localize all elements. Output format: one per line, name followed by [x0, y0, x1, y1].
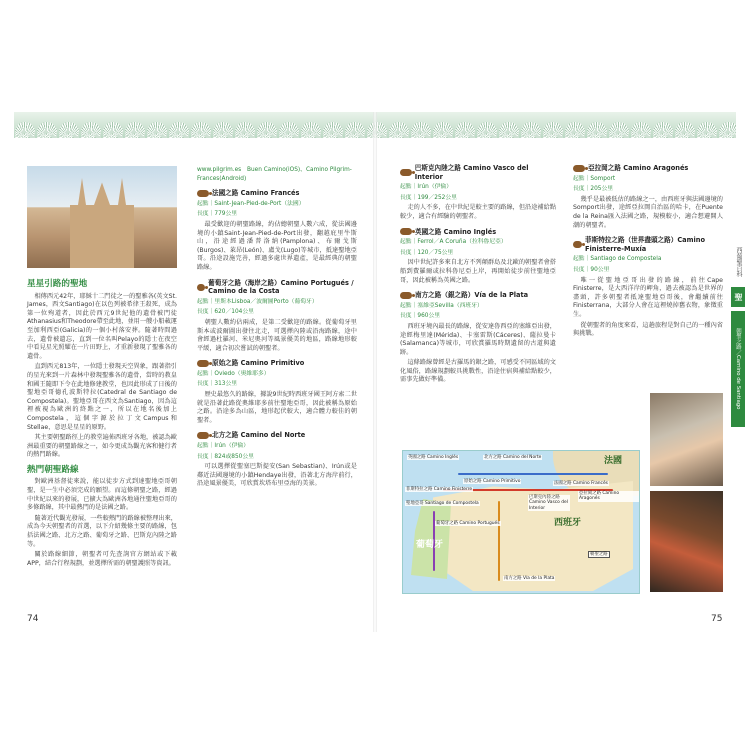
route-start: 起點｜Irún（伊倫）: [197, 443, 250, 450]
route-start: 起點｜Ferrol／A Coruña（拉科魯尼亞）: [400, 239, 507, 246]
route-start: 起點｜Saint-Jean-Pied-de-Port（法國）: [197, 200, 305, 207]
route-primitive: [197, 359, 357, 425]
route-title: 北方之路 Camino del Norte: [212, 431, 306, 440]
paragraph: 幾乎是最被低估的路線之一，由西班牙與法國邊境的Somport出發，途經亞拉岡自治區的哈卡，在Puente de la Reina匯入法國之路，規模較小，適合想避開人潮的朝聖者。: [573, 195, 723, 229]
paragraph: 關於路線細節，朝聖者可先查詢官方網站或下載APP，結合行程規劃，並選擇所需的朝聖護照等資訊。: [27, 551, 177, 567]
footprint-icon: [573, 241, 582, 248]
footprint-icon: [197, 360, 209, 367]
footprint-icon: [400, 228, 412, 235]
scallop-shell-icon: [278, 112, 300, 138]
footprint-icon: [197, 190, 209, 197]
scallop-shell-icon: [608, 112, 630, 138]
scallop-shell-icon: [432, 112, 454, 138]
scallop-shell-icon: [564, 112, 586, 138]
map-label: 英國之路 Camino Inglés: [408, 455, 459, 460]
paragraph: 因中世紀許多來自北方不列顛群島及北歐的朝聖者會搭船到費羅爾或拉科魯尼亞上岸，再開始徒步前往聖地亞哥，因此被稱為英國之路。: [400, 259, 556, 284]
route-length: 長度｜960公里: [400, 313, 441, 320]
paragraph: 從朝聖者的角度來看，這趟旅程是對自己的一種內省與挑戰。: [573, 321, 723, 338]
section-title-holy-land: 星星引路的聖地: [27, 279, 88, 289]
scallop-shell-icon: [256, 112, 278, 138]
paragraph: 隨著近代觀光發展，一些較熱門的路線被整理出來，成為今天朝聖者的首選，以下介紹幾條主要的路線，包括法國之路、北方之路、葡萄牙之路、巴斯克內陸之路等。: [27, 514, 177, 548]
route-english: [400, 228, 556, 286]
footprint-icon: [197, 284, 205, 291]
map-label: 北方之路 Camino del Norte: [484, 455, 542, 460]
scallop-shell-icon: [14, 112, 36, 138]
map-label-france: 法國: [604, 456, 623, 466]
section-title-routes: 熱門朝聖路線: [27, 464, 79, 475]
paragraph: 可以選擇從聖塞巴斯提安(San Sebastian)、Irún或是鄰近法國邊境的小鎮Hendaye出發，沿著北方海岸前行，沿途風景優美，可欣賞坎塔布里亞海的美景。: [197, 463, 357, 488]
paragraph: 相傳西元42年，耶穌十二門徒之一的聖雅各(英文St. James，西文Santiago)在以色列被希律王殺死，成為第一位殉道者，因此於西元9世紀他的遺骨被門徒Athanasius和Theodore帶至此地，並用一艘小船載運至加利西亞(Galicia)的一個小村落安葬。隨著時間過去，遺骨被遺忘，直到一位名叫Pelayo的隱士在夜空中看見星光照耀在一片田野上，才重新發現了聖雅各的遺骨。: [27, 292, 177, 360]
scallop-shell-icon: [124, 112, 146, 138]
scallop-shell-icon: [58, 112, 80, 138]
route-finisterre: [573, 236, 723, 339]
scallop-shell-icon: [674, 112, 696, 138]
route-title: 巴斯克內陸之路 Camino Vasco del Interior: [414, 164, 529, 181]
route-north: [197, 431, 357, 489]
scallop-shell-icon: [212, 112, 234, 138]
map-label: 聖地亞哥 Santiago de Compostela: [406, 501, 479, 506]
route-length: 長度｜205公里: [573, 186, 614, 193]
paragraph: 其主要朝聖路徑上的教堂遍佈西班牙各地，被認為歐洲最重要的朝聖路線之一，如今更成為觀光客和健行者的熱門路線。: [27, 434, 177, 459]
route-line-silver: [498, 501, 500, 581]
scallop-shell-icon: [190, 112, 212, 138]
map-label: 南方之路 Vía de la Plata: [504, 576, 555, 581]
column-3: [400, 158, 556, 387]
route-length: 長度｜779公里: [197, 211, 238, 218]
paragraph: 唯一從聖地亞哥出發的路線，前往Cape Finisterre，是大西洋岸的岬角，過去被認為是世界的盡頭，許多朝聖者抵達聖地亞哥後，會繼續前往Finisterrana，大部分人會在這裡燒掉舊衣物，象徵重生。: [573, 276, 723, 318]
footprint-icon: [573, 165, 585, 172]
route-silver: [400, 291, 556, 385]
paragraph: 最受歡迎的朝聖路線，約佔總朝聖人數六成，從法國邊境的小鎮Saint-Jean-Pied-de-Port出發，翻越庇里牛斯山，沿途經過潘普洛納(Pamplona)、布爾戈斯(Burgos)、萊昂(León)、盧戈(Lugo)等城市，抵達聖地亞哥。沿途設施完善，經過多處世界遺產，是最經典的朝聖路線。: [197, 220, 357, 271]
scallop-shell-icon: [322, 112, 344, 138]
map-label: 亞拉岡之路 Camino Aragonés: [578, 491, 639, 502]
side-tab-book: 西葡聖百科: [731, 241, 745, 283]
side-tab-section: 朝聖之路／Camino de Santiago: [731, 311, 745, 427]
route-start: 起點｜Oviedo（奧維耶多）: [197, 370, 270, 377]
paragraph: 歷史最悠久的路線，據說9世紀時西班牙國王阿方索二世就是沿著此路從奧維耶多前往聖地亞哥，因此被稱為原始之路。沿途多為山區，地形起伏較大，適合體力較佳的朝聖者。: [197, 391, 357, 424]
route-start: 起點｜Somport: [573, 175, 616, 182]
route-length: 長度｜824或850公里: [197, 453, 254, 460]
side-tab-badge: 聖: [731, 287, 745, 307]
route-length: 長度｜120／75公里: [400, 249, 454, 256]
route-title: 英國之路 Camino Inglés: [415, 227, 497, 236]
route-start: 起點｜Santiago de Compostela: [573, 256, 662, 263]
column-1: [27, 274, 177, 570]
scallop-shell-icon: [388, 112, 410, 138]
scallop-shell-icon: [520, 112, 542, 138]
scallop-shell-icon: [300, 112, 322, 138]
route-basque: [400, 164, 556, 222]
page-gutter: [373, 112, 377, 632]
scallop-shell-icon: [454, 112, 476, 138]
route-length: 長度｜199／252公里: [400, 194, 457, 201]
route-portuguese: [197, 279, 357, 354]
scallop-shell-icon: [410, 112, 432, 138]
route-french: [197, 189, 357, 272]
scallop-shell-icon: [542, 112, 564, 138]
route-line-north: [458, 473, 608, 475]
footprint-icon: [197, 432, 209, 439]
shells-backpack-photo: [650, 491, 723, 592]
route-start: 起點｜塞維亞Sevilla（西班牙）: [400, 302, 483, 309]
scallop-shell-icon: [36, 112, 58, 138]
map-label: 巴斯克內陸之路 Camino Vasco del Interior: [528, 495, 570, 511]
route-length: 長度｜313公里: [197, 381, 238, 388]
map-label: 法國之路 Camino Francés: [554, 481, 608, 486]
scallop-shell-icon: [696, 112, 718, 138]
pilgrim-photo: [650, 393, 723, 486]
scallop-shell-icon: [344, 112, 366, 138]
map-portugal: [411, 499, 451, 579]
paragraph: 走的人不多，在中世紀是較主要的路線，但沿途補給點較少，適合有經驗的朝聖者。: [400, 204, 556, 220]
scallop-shell-icon: [630, 112, 652, 138]
scallop-shell-icon: [586, 112, 608, 138]
map-label: 原始之路 Camino Primitivo: [464, 479, 521, 484]
paragraph: 直到西元813年，一位隱士發現天空異象，跟著指引的星光來到一片森林中發現聖雅各的遺骨，當時的教皇和國王隨即下令在此地修建教堂，也因此形成了日後的聖地亞哥德孔波斯特拉(Catedral de Santiago de Compostela)。聖地亞哥在西文為Santiago，因為這裡被視為歐洲的終點之一，所以在地名後加上Compostela，這個字源於拉丁文Campus和Stellae，意思是星星的原野。: [27, 363, 177, 431]
route-length: 長度｜620／104公里: [197, 309, 254, 316]
column-4: [573, 158, 723, 341]
web-links: www.pilgrim.es Buen Camino(iOS)、Camino Pilgrim-Frances(Android): [197, 167, 352, 182]
column-2: [197, 166, 357, 491]
scallop-shell-icon: [366, 112, 388, 138]
route-title: 葡萄牙之路（海岸之路）Camino Portugués / Camino de la Costa: [208, 278, 354, 296]
footprint-icon: [400, 292, 412, 299]
scallop-shell-icon: [168, 112, 190, 138]
paragraph: 對歐洲基督徒來說，能以徒步方式到達聖地亞哥朝聖，是一生中必須完成的願望。而這條朝聖之路，經過中世紀以來的發展，已擴大為歐洲各地通往聖地亞哥的多條路線，其中最熱門的是法國之路。: [27, 478, 177, 512]
scallop-shell-icon: [476, 112, 498, 138]
paragraph: 朝聖人數約佔兩成，是第二受歡迎的路線。從葡萄牙里斯本或波爾圖出發往北走，可選擇內陸或沿海路線，途中會經過杜羅河、米尼奧河等風景優美的地區，路線地形較平緩，適合初次嘗試的朝聖者。: [197, 318, 357, 352]
page-number-left: 74: [27, 614, 39, 624]
scallop-shell-icon: [146, 112, 168, 138]
route-title: 法國之路 Camino Francés: [212, 189, 300, 198]
route-title: 南方之路（銀之路）Vía de la Plata: [415, 291, 529, 300]
route-title: 亞拉岡之路 Camino Aragonés: [588, 164, 689, 172]
map-legend: 朝聖之路: [590, 552, 608, 557]
camino-routes-map: [402, 450, 640, 594]
cathedral-photo: [27, 166, 177, 268]
scallop-shell-icon: [80, 112, 102, 138]
paragraph: 這條路線曾經是古羅馬的銀之路，可感受不同區域的文化風俗，路線規劃較具挑戰性，沿途住宿與補給點較少，需事先做好準備。: [400, 359, 556, 384]
page-number-right: 75: [711, 614, 723, 624]
map-label-spain: 西班牙: [554, 518, 582, 528]
paragraph: 西班牙境內最長的路線，從安達魯西亞的塞維亞出發，途經梅里達(Mérida)、卡塞雷斯(Cáceres)、薩拉曼卡(Salamanca)等城市，可欣賞羅馬時期遺留的古道與遺跡。: [400, 322, 556, 356]
route-aragonese: [573, 164, 723, 230]
chapter-side-tab: [731, 241, 745, 501]
route-length: 長度｜90公里: [573, 266, 610, 273]
map-label: 菲斯特拉之路 Camino Finisterre: [406, 487, 473, 492]
map-label-portugal: 葡萄牙: [416, 540, 444, 550]
footprint-icon: [400, 169, 412, 176]
route-title: 原始之路 Camino Primitivo: [212, 359, 305, 368]
map-label: 葡萄牙之路 Camino Portugués: [436, 521, 500, 526]
scallop-shell-icon: [652, 112, 674, 138]
route-start: 起點｜里斯本Lisboa／波爾圖Porto（葡萄牙）: [197, 298, 318, 305]
route-title: 菲斯特拉之路（世界盡頭之路）Camino Finisterre-Muxía: [585, 236, 705, 253]
scallop-shell-icon: [718, 112, 736, 138]
scallop-shell-icon: [102, 112, 124, 138]
route-start: 起點｜Irún（伊倫）: [400, 184, 453, 191]
scallop-shell-icon: [234, 112, 256, 138]
scallop-shell-icon: [498, 112, 520, 138]
